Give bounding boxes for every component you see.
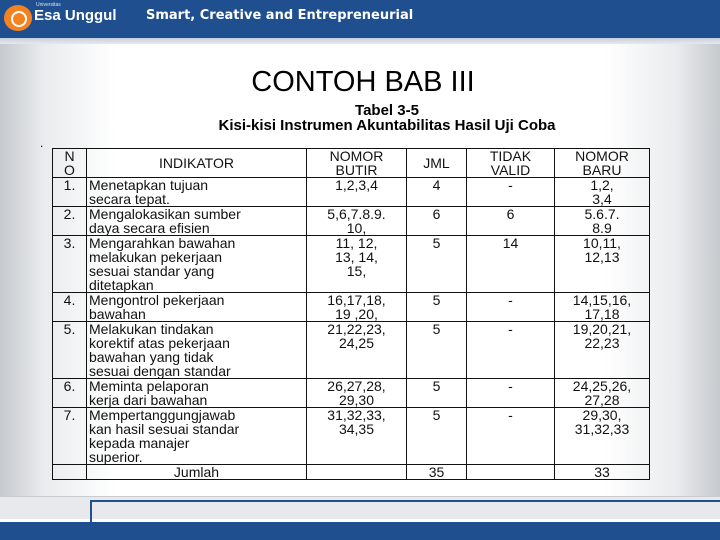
column-header: INDIKATOR	[87, 149, 307, 178]
tidak-valid-cell: 6	[467, 207, 555, 236]
nomor-butir-cell: 26,27,28, 29,30	[307, 379, 407, 408]
tidak-valid-cell: -	[467, 379, 555, 408]
indikator-cell: Mengalokasikan sumber daya secara efisien	[87, 207, 307, 236]
indikator-cell: Meminta pelaporan kerja dari bawahan	[87, 379, 307, 408]
nomor-butir-cell: 21,22,23, 24,25	[307, 322, 407, 379]
nomor-baru-cell: 29,30, 31,32,33	[555, 408, 650, 465]
total-blank-cell	[307, 465, 407, 480]
nomor-baru-cell: 24,25,26, 27,28	[555, 379, 650, 408]
table-number: Tabel 3-5	[355, 102, 419, 119]
tidak-valid-cell: 14	[467, 236, 555, 293]
table-subtitle: Kisi-kisi Instrumen Akuntabilitas Hasil Uji Coba	[218, 117, 556, 134]
total-label: Jumlah	[87, 465, 307, 480]
tidak-valid-cell: -	[467, 322, 555, 379]
column-header: NOMOR BARU	[555, 149, 650, 178]
table-row	[53, 236, 650, 293]
row-number: 7.	[53, 408, 87, 465]
nomor-butir-cell: 31,32,33, 34,35	[307, 408, 407, 465]
total-blank-cell	[53, 465, 87, 480]
jml-cell: 4	[407, 178, 467, 207]
column-header: NOMOR BUTIR	[307, 149, 407, 178]
jml-cell: 5	[407, 322, 467, 379]
jml-cell: 5	[407, 293, 467, 322]
indikator-cell: Menetapkan tujuan secara tepat.	[87, 178, 307, 207]
jml-cell: 5	[407, 408, 467, 465]
nomor-baru-cell: 14,15,16, 17,18	[555, 293, 650, 322]
table-row	[53, 293, 650, 322]
row-number: 2.	[53, 207, 87, 236]
nomor-baru-cell: 10,11, 12,13	[555, 236, 650, 293]
footer-accent-line	[90, 500, 720, 522]
jml-cell: 5	[407, 236, 467, 293]
nomor-baru-cell: 5.6.7. 8.9	[555, 207, 650, 236]
jml-cell: 6	[407, 207, 467, 236]
column-header: N O	[53, 149, 87, 178]
tidak-valid-cell: -	[467, 408, 555, 465]
bullet-mark: .	[40, 136, 44, 150]
table-caption	[160, 103, 614, 133]
column-header: JML	[407, 149, 467, 178]
indikator-cell: Melakukan tindakan korektif atas pekerjaan bawahan yang tidak sesuai dengan standar	[87, 322, 307, 379]
table-row	[53, 207, 650, 236]
tagline: Smart, Creative and Entrepreneurial	[146, 8, 414, 23]
total-blank-cell	[467, 465, 555, 480]
row-number: 3.	[53, 236, 87, 293]
tidak-valid-cell: -	[467, 293, 555, 322]
indikator-cell: Mengontrol pekerjaan bawahan	[87, 293, 307, 322]
row-number: 6.	[53, 379, 87, 408]
nomor-butir-cell: 1,2,3,4	[307, 178, 407, 207]
table-row	[53, 408, 650, 465]
nomor-baru-cell: 1,2, 3,4	[555, 178, 650, 207]
nomor-baru-cell: 19,20,21, 22,23	[555, 322, 650, 379]
row-number: 1.	[53, 178, 87, 207]
total-row	[53, 465, 650, 480]
column-header: TIDAK VALID	[467, 149, 555, 178]
indikator-cell: Mempertanggungjawab kan hasil sesuai standar kepada manajer superior.	[87, 408, 307, 465]
table-body	[53, 178, 650, 465]
nomor-butir-cell: 11, 12, 13, 14, 15,	[307, 236, 407, 293]
instrument-table	[52, 148, 650, 480]
brand-name: Esa Unggul	[34, 7, 117, 24]
table-row	[53, 379, 650, 408]
total-baru: 33	[555, 465, 650, 480]
university-logo-icon	[4, 5, 32, 31]
tidak-valid-cell: -	[467, 178, 555, 207]
footer-bar	[0, 522, 720, 540]
table-header-row	[53, 149, 650, 178]
table-row	[53, 322, 650, 379]
indikator-cell: Mengarahkan bawahan melakukan pekerjaan sesuai standar yang ditetapkan	[87, 236, 307, 293]
total-jml: 35	[407, 465, 467, 480]
header-bar	[0, 0, 720, 38]
slide-title: CONTOH BAB III	[251, 66, 475, 98]
row-number: 4.	[53, 293, 87, 322]
jml-cell: 5	[407, 379, 467, 408]
row-number: 5.	[53, 322, 87, 379]
nomor-butir-cell: 5,6,7.8.9. 10,	[307, 207, 407, 236]
table-row	[53, 178, 650, 207]
brand-subtitle: Universitas	[36, 2, 61, 8]
nomor-butir-cell: 16,17,18, 19 ,20,	[307, 293, 407, 322]
